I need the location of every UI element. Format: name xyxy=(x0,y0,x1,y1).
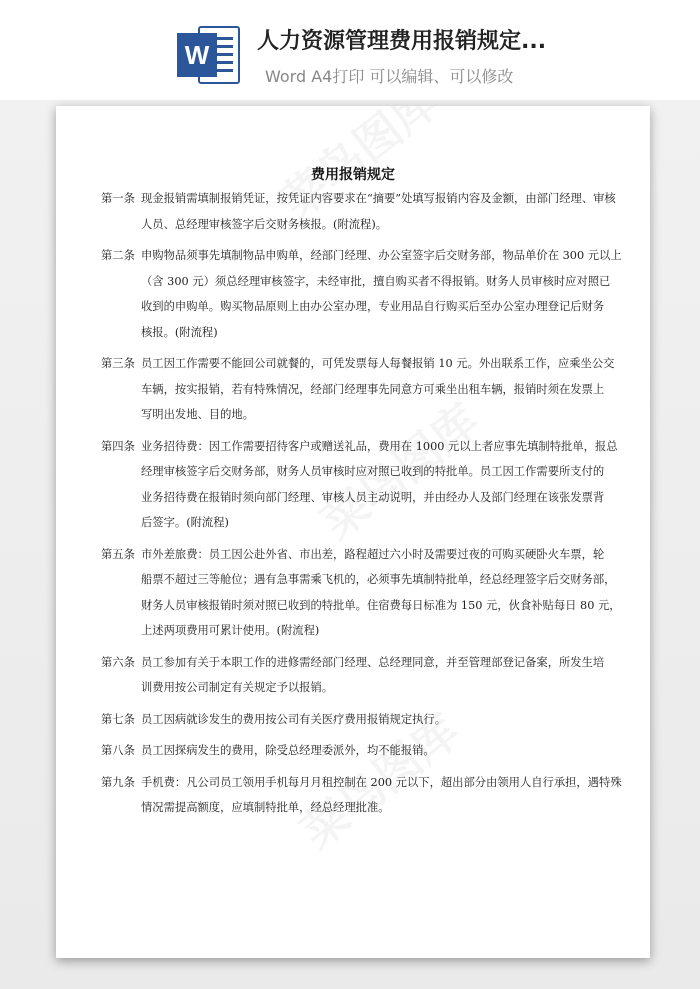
file-title: 人力资源管理费用报销规定... xyxy=(257,29,547,54)
article-number: 第一条 xyxy=(101,192,135,205)
article-line: 员工因工作需要不能回公司就餐的，可凭发票每人每餐报销 10 元。外出联系工作，应乘坐公交 xyxy=(141,357,615,370)
article-body xyxy=(141,351,614,428)
article-line: 员工参加有关于本职工作的进修需经部门经理、总经理同意，并至管理部登记备案，所发生培 xyxy=(141,655,605,669)
article-line: 市外差旅费：员工因公赴外省、市出差，路程超过六小时及需要过夜的可购买硬卧火车票，轮 xyxy=(141,547,605,561)
article-number: 第四条 xyxy=(101,439,135,453)
article-line: 员工因探病发生的费用，除受总经理委派外，均不能报销。 xyxy=(141,744,435,757)
article-5 xyxy=(101,542,621,644)
article-line: 情况需提高额度，应填制特批单，经总经理批准。 xyxy=(141,801,390,814)
article-line: （含 300 元）须总经理审核签字，未经审批，擅自购买者不得报销。财务人员审核时应对照已 xyxy=(141,274,611,288)
article-number: 第三条 xyxy=(101,357,135,370)
article-line: 核报。(附流程) xyxy=(141,325,218,339)
file-subtitle: Word A4打印 可以编辑、可以修改 xyxy=(265,67,514,86)
article-list xyxy=(101,186,622,821)
article-line: 后签字。(附流程) xyxy=(141,516,229,529)
article-line: 上述两项费用可累计使用。(附流程) xyxy=(141,624,320,637)
article-number: 第六条 xyxy=(101,655,135,669)
article-line: 训费用按公司制定有关规定予以报销。 xyxy=(141,681,334,694)
article-body xyxy=(141,770,622,821)
article-body xyxy=(141,542,621,644)
article-line: 写明出发地、目的地。 xyxy=(141,408,254,421)
article-line: 财务人员审核报销时须对照已收到的特批单。住宿费每日标准为 150 元，伙食补贴每日 80 元， xyxy=(141,598,621,612)
article-2 xyxy=(101,243,622,345)
article-line: 船票不超过三等舱位；遇有急事需乘飞机的，必须事先填制特批单，经总经理签字后交财务部， xyxy=(141,573,616,586)
article-line: 经理审核签字后交财务部，财务人员审核时应对照已收到的特批单。员工因工作需要所支付的 xyxy=(141,465,605,478)
word-icon-letter: W xyxy=(184,40,210,70)
article-line: 业务招待费在报销时须向部门经理、审核人员主动说明，并由经办人及部门经理在该张发票背 xyxy=(141,490,605,504)
article-line: 人员、总经理审核签字后交财务核报。(附流程)。 xyxy=(141,217,388,231)
article-line: 现金报销需填制报销凭证，按凭证内容要求在“摘要”处填写报销内容及金额，由部门经理、审核 xyxy=(141,192,616,205)
header-bar xyxy=(0,0,700,100)
article-7 xyxy=(101,707,611,733)
article-body xyxy=(141,738,611,764)
article-body xyxy=(141,243,622,345)
article-line: 员工因病就诊发生的费用按公司有关医疗费用报销规定执行。 xyxy=(141,712,447,726)
article-number: 第二条 xyxy=(101,249,135,262)
article-body xyxy=(141,434,618,536)
word-icon xyxy=(175,23,241,87)
article-9 xyxy=(101,770,622,821)
article-line: 业务招待费：因工作需要招待客户或赠送礼品，费用在 1000 元以上者应事先填制特批单，报总 xyxy=(141,439,618,453)
article-number: 第八条 xyxy=(101,744,135,757)
document-title: 费用报销规定 xyxy=(311,167,395,183)
article-1 xyxy=(101,186,616,237)
article-number: 第九条 xyxy=(101,775,135,789)
document-page xyxy=(56,106,650,958)
article-body xyxy=(141,707,611,733)
article-6 xyxy=(101,650,611,701)
article-line: 手机费：凡公司员工领用手机每月月租控制在 200 元以下，超出部分由领用人自行承担，遇特殊 xyxy=(141,775,622,789)
article-3 xyxy=(101,351,615,428)
article-number: 第七条 xyxy=(101,712,135,726)
article-8 xyxy=(101,738,611,764)
article-line: 申购物品须事先填制物品申购单，经部门经理、办公室签字后交财务部，物品单价在 300 元以上 xyxy=(141,249,622,262)
article-4 xyxy=(101,434,618,536)
article-line: 车辆，按实报销，若有特殊情况，经部门经理事先同意方可乘坐出租车辆，报销时须在发票上 xyxy=(141,382,605,396)
article-line: 收到的申购单。购买物品原则上由办公室办理，专业用品自行购买后至办公室办理登记后财务 xyxy=(141,300,605,313)
article-number: 第五条 xyxy=(101,547,135,561)
article-body xyxy=(141,186,616,237)
article-body xyxy=(141,650,611,701)
